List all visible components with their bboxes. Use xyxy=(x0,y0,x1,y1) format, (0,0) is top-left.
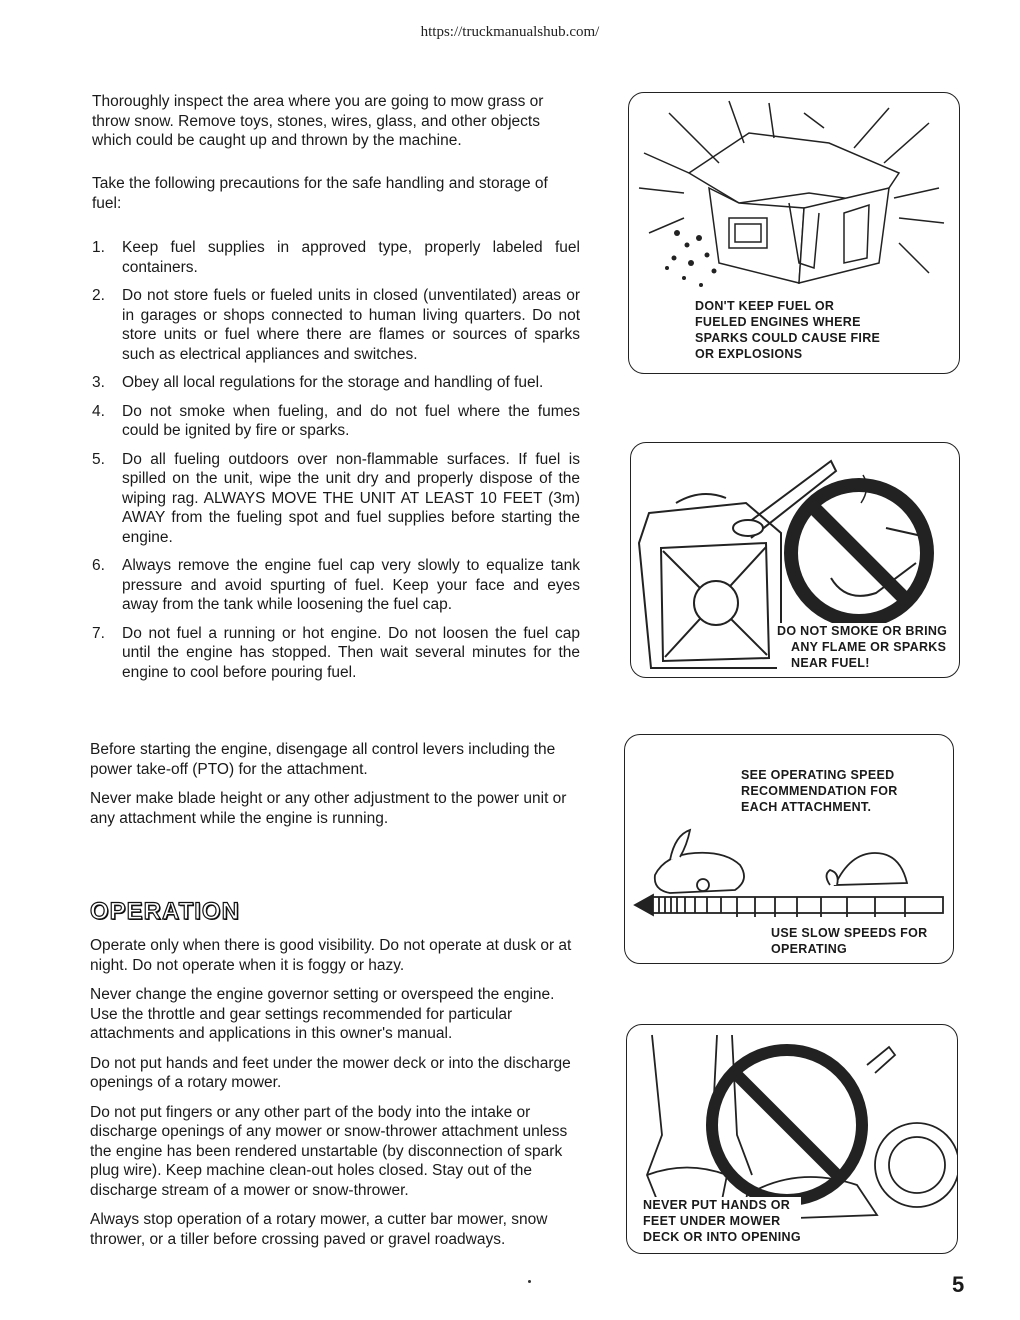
list-number: 6. xyxy=(92,557,105,574)
no-smoking-warning-panel xyxy=(630,442,960,678)
caption-line: ANY FLAME OR SPARKS xyxy=(791,640,947,654)
caption-line: SPARKS COULD CAUSE FIRE xyxy=(695,331,881,345)
caption-line: DECK OR INTO OPENING xyxy=(643,1230,801,1244)
operation-paragraph: Never change the engine governor setting or overspeed the engine. Use the throttle and gear settings recommended for particular attachments and applications in this owner's manual. xyxy=(90,986,555,1042)
list-text: Do all fueling outdoors over non-flammable surfaces. If fuel is spilled on the unit, wipe the unit dry and properly dispose of the wiping rag. ALWAYS MOVE THE UNIT AT LEAST 10 FEET (3m) AWAY from the fueling spot and fuel supplies before starting the engine. xyxy=(122,450,580,546)
caption-line: RECOMMENDATION FOR xyxy=(741,784,898,798)
caption-line: NEVER PUT HANDS OR xyxy=(643,1198,791,1212)
list-item xyxy=(92,402,580,441)
speed-caption-bottom xyxy=(771,925,927,957)
list-number: 2. xyxy=(92,287,105,304)
caption-line: FEET UNDER MOWER xyxy=(643,1214,781,1228)
list-item xyxy=(92,624,580,683)
scan-speck xyxy=(528,1280,531,1283)
list-number: 7. xyxy=(92,624,105,642)
caption-line: NEAR FUEL! xyxy=(791,656,870,670)
list-text: Obey all local regulations for the storage and handling of fuel. xyxy=(122,374,544,391)
list-item xyxy=(92,373,580,393)
list-text: Do not store fuels or fueled units in closed (unventilated) areas or in garages or shops connected to human living quarters. Do not store units or fuel where there are flames or sources of sparks such as electrical appliances and switches. xyxy=(122,287,580,363)
list-item xyxy=(92,286,580,364)
caption-line: OPERATING xyxy=(771,942,848,956)
operation-paragraph: Do not put hands and feet under the mower deck or into the discharge openings of a rotary mower. xyxy=(90,1054,571,1091)
intro-paragraph-2: Take the following precautions for the safe handling and storage of fuel: xyxy=(92,175,548,212)
middle-paragraph-2: Never make blade height or any other adjustment to the power unit or any attachment while the engine is running. xyxy=(90,790,567,827)
middle-block xyxy=(90,740,580,828)
list-text: Do not smoke when fueling, and do not fuel where the fumes could be ignited by fire or sparks. xyxy=(122,402,580,439)
list-text: Always remove the engine fuel cap very slowly to equalize tank pressure and avoid spurting of fuel. Keep your face and eyes away from the tank while loosening the fuel cap. xyxy=(122,557,580,613)
intro-block xyxy=(92,92,580,151)
fuel-precautions-list xyxy=(92,238,580,691)
operation-block xyxy=(90,936,580,1249)
hands-feet-warning-panel xyxy=(626,1024,958,1254)
intro-paragraph-1: Thoroughly inspect the area where you are going to mow grass or throw snow. Remove toys, stones, wires, glass, and other objects which could be caught up and thrown by the machine. xyxy=(92,93,544,149)
intro-block-2 xyxy=(92,174,580,213)
no-smoking-caption xyxy=(777,623,947,671)
caption-line: FUELED ENGINES WHERE xyxy=(695,315,861,329)
list-text: Keep fuel supplies in approved type, properly labeled fuel containers. xyxy=(122,239,580,276)
caption-line: USE SLOW SPEEDS FOR xyxy=(771,926,928,940)
hands-feet-caption xyxy=(643,1197,801,1245)
source-url: https://truckmanualshub.com/ xyxy=(420,24,600,40)
caption-line: EACH ATTACHMENT. xyxy=(741,800,872,814)
caption-line: OR EXPLOSIONS xyxy=(695,347,803,361)
middle-paragraph-1: Before starting the engine, disengage all control levers including the power take-off (PTO) for the attachment. xyxy=(90,741,556,778)
caption-line: DON'T KEEP FUEL OR xyxy=(695,299,835,313)
page-number: 5 xyxy=(952,1272,965,1297)
fuel-storage-warning-panel xyxy=(628,92,960,374)
list-number: 3. xyxy=(92,374,105,391)
operating-speed-panel xyxy=(624,734,954,964)
caption-line: DO NOT SMOKE OR BRING xyxy=(777,624,948,638)
operation-paragraph: Do not put fingers or any other part of the body into the intake or discharge openings of any mower or snow-thrower attachment unless the engine has been rendered unstartable (by disconnection of spark plug wire). Keep machine clean-out holes closed. Stay out of the discharge stream of a mower or snow-thrower. xyxy=(90,1103,568,1199)
list-item xyxy=(92,450,580,548)
list-text: Do not fuel a running or hot engine. Do not loosen the fuel cap until the engine has stopped. Then wait several minutes for the engine to cool before pouring fuel. xyxy=(122,624,580,681)
list-item xyxy=(92,556,580,615)
operation-paragraph: Always stop operation of a rotary mower, a cutter bar mower, snow thrower, or a tiller before crossing paved or gravel roadways. xyxy=(90,1211,548,1248)
list-item xyxy=(92,238,580,277)
list-number: 5. xyxy=(92,450,105,468)
operation-paragraph: Operate only when there is good visibility. Do not operate at dusk or at night. Do not operate when it is foggy or hazy. xyxy=(90,937,572,974)
list-number: 4. xyxy=(92,402,105,420)
fuel-storage-caption xyxy=(695,298,880,362)
caption-line: SEE OPERATING SPEED xyxy=(741,768,895,782)
operation-heading: OPERATION xyxy=(90,898,240,925)
list-number: 1. xyxy=(92,239,105,256)
